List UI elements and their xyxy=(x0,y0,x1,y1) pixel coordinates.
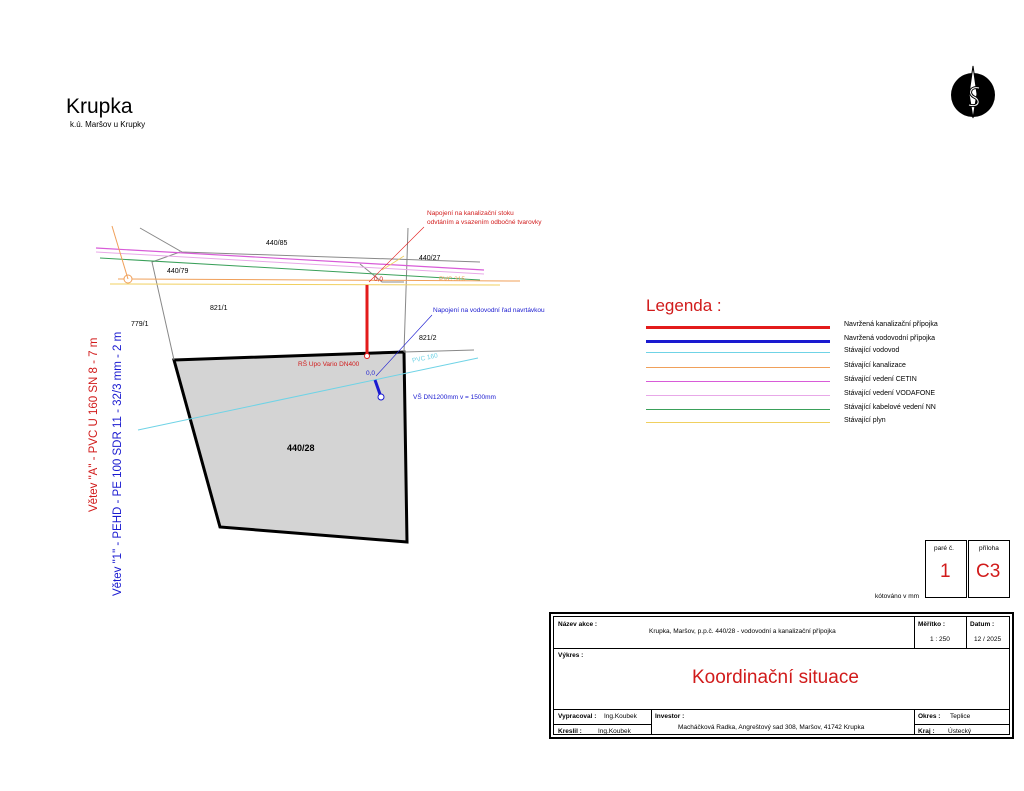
legend-item xyxy=(646,335,946,347)
date-value: 12 / 2025 xyxy=(974,636,1002,643)
annot-zero-sewer: 0,0 xyxy=(374,276,384,283)
copy-number-box xyxy=(925,540,967,598)
annot-water-pipe: PVC 160 xyxy=(411,352,439,365)
branch-water-label: Větev "1" - PEHD - PE 100 SDR 11 - 32/3 mm - 2 m xyxy=(112,331,124,596)
district-value: Teplice xyxy=(950,713,971,720)
parcel-label-440-79: 440/79 xyxy=(167,268,189,275)
drawn-by-label: Kreslil : xyxy=(558,728,582,735)
parcel-label-440-28: 440/28 xyxy=(287,443,315,453)
scale-value: 1 : 250 xyxy=(930,636,950,643)
line-gas xyxy=(110,284,500,285)
legend-item xyxy=(646,321,946,333)
made-by-value: Ing.Koubek xyxy=(604,713,637,720)
legend-label: Stávající kabelové vedení NN xyxy=(844,404,936,411)
investor-value: Macháčková Radka, Angreštový sad 308, Maršov, 41742 Krupka xyxy=(678,724,865,731)
investor-label: Investor : xyxy=(655,713,685,720)
date-label: Datum : xyxy=(970,621,995,628)
parcel-label-821-1: 821/1 xyxy=(210,305,228,312)
annot-sewer-pipe: PVC 315 xyxy=(439,276,466,283)
sewer-connection-manhole xyxy=(365,354,370,359)
region-label: Kraj : xyxy=(918,728,935,735)
made-by-label: Vypracoval : xyxy=(558,713,597,720)
drawing-label: Výkres : xyxy=(558,652,584,659)
legend-swatch xyxy=(646,381,830,382)
legend-label: Stávající vedení VODAFONE xyxy=(844,390,936,397)
annot-water-connection: Napojení na vodovodní řad navrtávkou xyxy=(433,307,545,314)
region-value: Ústecký xyxy=(948,728,972,735)
copy-value: 1 xyxy=(940,561,951,582)
town-title: Krupka xyxy=(66,95,133,118)
line-sewer-branch xyxy=(112,226,128,279)
parcel-label-821-2: 821/2 xyxy=(419,335,437,342)
legend-label: Navržená vodovodní přípojka xyxy=(844,335,936,342)
annot-sewer-connection-1: Napojení na kanalizační stoku xyxy=(427,210,514,217)
legend-label: Navržená kanalizační přípojka xyxy=(844,321,938,328)
copy-label: paré č. xyxy=(934,545,954,552)
legend-title: Legenda : xyxy=(646,296,722,315)
parcel-label-440-85: 440/85 xyxy=(266,240,288,247)
annex-value: C3 xyxy=(976,561,1001,582)
annex-box xyxy=(968,540,1010,598)
legend-swatch xyxy=(646,326,830,329)
legend-label: Stávající plyn xyxy=(844,417,886,424)
legend-label: Stávající vedení CETIN xyxy=(844,376,917,383)
branch-sewer-label: Větev "A" - PVC U 160 SN 8 - 7 m xyxy=(88,337,100,512)
cadastre-subtitle: k.ú. Maršov u Krupky xyxy=(70,120,146,129)
annot-manhole: RŠ Upo Vario DN400 xyxy=(298,361,360,368)
annex-label: příloha xyxy=(979,545,999,552)
action-label: Název akce : xyxy=(558,621,598,628)
legend-swatch xyxy=(646,367,830,368)
annot-water-well: VŠ DN1200mm v = 1500mm xyxy=(413,394,496,401)
drawing-title: Koordinační situace xyxy=(692,667,859,688)
water-well xyxy=(378,394,384,400)
legend-label: Stávající vodovod xyxy=(844,347,900,354)
legend-item xyxy=(646,376,946,388)
legend-item xyxy=(646,417,946,429)
district-label: Okres : xyxy=(918,713,941,720)
legend-swatch xyxy=(646,352,830,353)
legend-item xyxy=(646,362,946,374)
title-block xyxy=(549,612,1014,739)
legend-swatch xyxy=(646,340,830,343)
legend-swatch xyxy=(646,409,830,410)
action-value: Krupka, Maršov, p.p.č. 440/28 - vodovodní a kanalizační přípojka xyxy=(649,628,836,635)
parcel-label-779-1: 779/1 xyxy=(131,321,149,328)
scale-label: Měřítko : xyxy=(918,621,946,628)
legend-swatch xyxy=(646,395,830,396)
drawn-by-value: Ing.Koubek xyxy=(598,728,631,735)
legend-item xyxy=(646,390,946,402)
legend-swatch xyxy=(646,422,830,423)
units-note: kótováno v mm xyxy=(875,593,920,600)
parcel-label-440-27: 440/27 xyxy=(419,255,441,262)
legend-item xyxy=(646,404,946,416)
legend-label: Stávající kanalizace xyxy=(844,362,906,369)
leader-sewer xyxy=(369,227,424,282)
annot-zero-water: 0,0 xyxy=(366,370,376,377)
north-arrow-icon xyxy=(948,64,998,122)
legend-item xyxy=(646,347,946,359)
annot-sewer-connection-2: odvtáním a vsazením odbočné tvarovky xyxy=(427,219,542,226)
